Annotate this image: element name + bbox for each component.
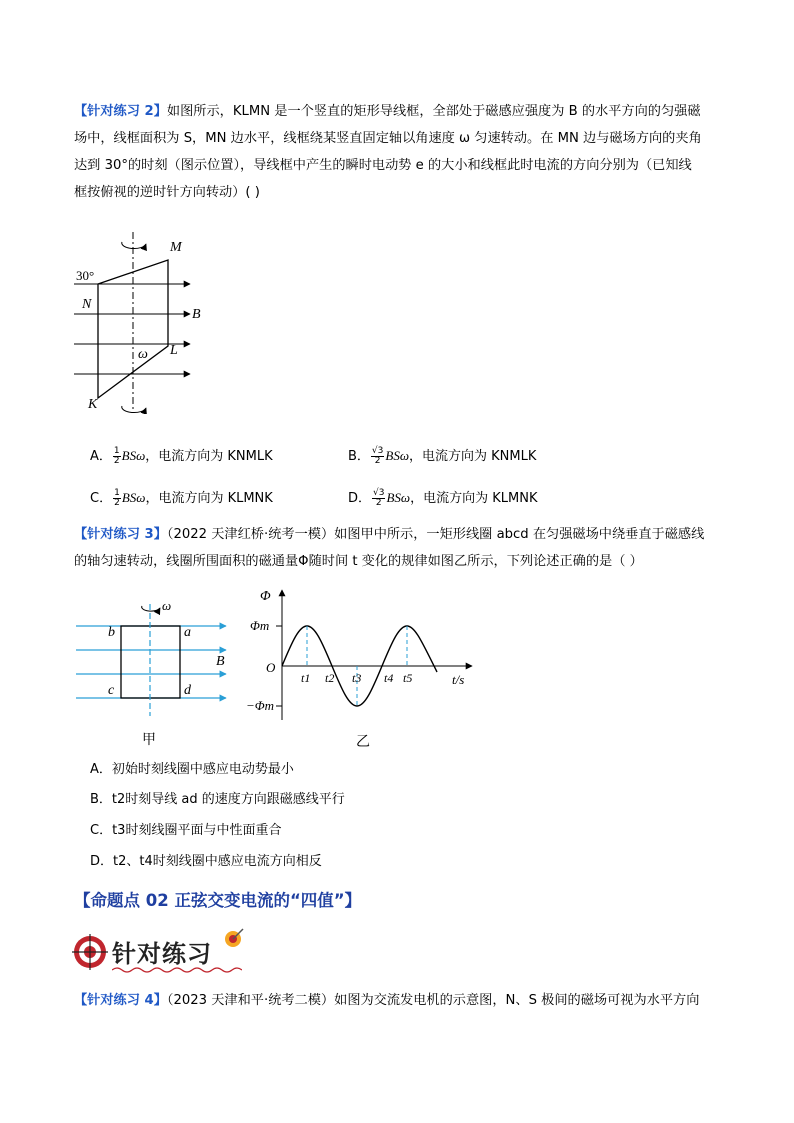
problem-3-text: 【针对练习 3】（2022 天津红桥·统考一模）如图甲中所示，一矩形线圈 abcd 在匀强磁场中绕垂直于磁感线 的轴匀速转动，线圈所围面积的磁通量Φ随时间 t 变化的规律如图乙所示，下列论述正确的是（ ） [74,527,705,569]
label-phi: Φ [260,589,271,604]
label-N: N [82,297,92,312]
problem-2-tag: 【针对练习 2】 [74,104,167,119]
label-t-axis: t/s [452,672,465,687]
label-K: K [88,397,98,412]
p2-option-d[interactable]: D． $\frac{√3}{2}$ BSω，电流方向为 KLMNK [348,488,538,508]
problem-3-tag: 【针对练习 3】 [74,527,167,542]
label-a: a [184,625,191,640]
problem-4-tag: 【针对练习 4】 [74,993,167,1008]
tick-t4: t4 [384,671,394,685]
tick-t3: t3 [352,671,362,685]
label-omega-jia: ω [162,598,172,613]
banner-text: 针对练习 [112,940,212,968]
p3-option-b[interactable]: B．t2时刻导线 ad 的速度方向跟磁感线平行 [90,792,345,807]
p2-option-a[interactable]: A． $\frac{1}{2}$ BSω，电流方向为 KNMLK [90,446,273,466]
p2-option-b[interactable]: B． $\frac{√3}{2}$ BSω，电流方向为 KNMLK [348,446,537,466]
p3-option-a[interactable]: A．初始时刻线圈中感应电动势最小 [90,762,294,777]
practice-banner [72,928,262,974]
section-heading: 【命题点 02 正弦交变电流的“四值”】 [74,891,362,910]
tick-t2: t2 [325,671,335,685]
caption-jia: 甲 [142,733,156,748]
label-b: b [108,625,115,640]
tick-t1: t1 [301,671,311,685]
label-B-jia: B [216,654,225,669]
label-neg-phim: −Φm [246,698,275,713]
p3-option-d[interactable]: D．t2、t4时刻线圈中感应电流方向相反 [90,854,322,869]
label-origin: O [266,660,276,675]
label-omega: ω [138,347,148,362]
target-icon [72,934,108,970]
label-d: d [184,683,191,698]
problem-4-text: 【针对练习 4】（2023 天津和平·统考二模）如图为交流发电机的示意图，N、S 极间的磁场可视为水平方向 [74,993,700,1008]
label-M: M [170,240,182,255]
label-L: L [170,343,178,358]
problem-2-figure [60,228,220,414]
caption-yi: 乙 [356,735,370,750]
label-30deg: 30° [76,268,95,283]
dart-icon [222,928,244,950]
p2-option-c[interactable]: C． $\frac{1}{2}$ BSω，电流方向为 KLMNK [90,488,273,508]
p3-option-c[interactable]: C．t3时刻线圈平面与中性面重合 [90,823,282,838]
wavy-underline [112,966,242,974]
problem-2-text: 【针对练习 2】如图所示，KLMN 是一个竖直的矩形导线框，全部处于磁感应强度为 B 的水平方向的匀强磁 场中，线框面积为 S，MN 边水平，线框绕某竖直固定轴以角速度 ω 匀速转动。在 MN 边与磁场方向的夹角 达到 30°的时刻（图示位置），导线框中产生的瞬时电动势 e 的大小和线框此时电流的方向分别为（已知线 框按俯视的逆时针方向转动）( ) [74,104,702,200]
figure-yi [246,584,486,752]
label-B: B [192,307,201,322]
tick-t5: t5 [403,671,413,685]
label-c: c [108,683,115,698]
figure-jia [76,598,236,750]
label-phim: Φm [250,618,270,633]
